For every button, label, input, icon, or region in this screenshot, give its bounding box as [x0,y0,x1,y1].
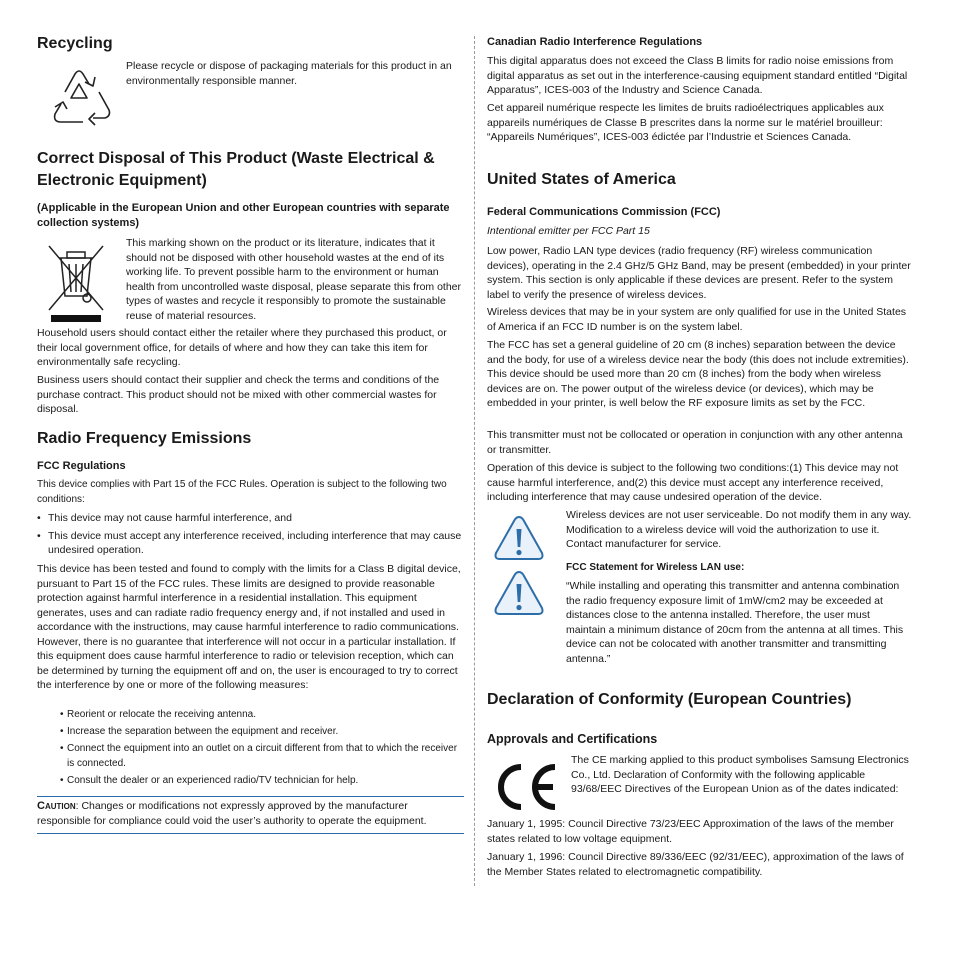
fcc-conditions-list [37,511,464,561]
fcc-intro-text: This device complies with Part 15 of the FCC Rules. Operation is subject to the following two conditions: [37,479,447,505]
caution-label: Caution [37,800,76,812]
recycling-text: Please recycle or dispose of packaging materials for this product in an environmentally responsible manner. [126,60,452,87]
ce-text: The CE marking applied to this product symbolises Samsung Electronics Co., Ltd. Declaration of Conformity with the following applicable 93/68/EEC Directives of the European Union as of the dates indicated: [571,754,909,795]
list-item: • This device must accept any interference received, including interference that may cause undesired operation. [37,529,464,558]
warning-icon [493,514,545,562]
list-item: • Consult the dealer or an experienced radio/TV technician for help. [37,774,464,789]
service-text: Wireless devices are not user serviceable. Do not modify them in any way. Modification to a wireless device will void the authorization to use it. Contact manufacturer for service. [566,509,912,550]
usa-paragraph-3: The FCC has set a general guideline of 20 cm (8 inches) separation between the device and the body, for use of a wireless device near the body (this does not include extremities). This device should be used more than 20 cm (8 inches) from the body when wireless devices are on. The power output of the wireless device (or devices), which may be embedded in your printer, is well below the RF exposure limits as set by the FCC. [487,339,909,409]
usa-paragraph-2: Wireless devices that may be in your system are only qualified for use in the United States of America if an FCC ID number is on the system label. [487,306,907,333]
fcc-statement-heading: FCC Statement for Wireless LAN use: [566,562,745,573]
canada-text-en: This digital apparatus does not exceed the Class B limits for radio noise emissions from digital apparatus as set out in the interference-causing equipment standard entitled “Digital Apparatus”, ICES-003 of the Industry and Science Canada. [487,55,908,96]
weee-heading: Correct Disposal of This Product (Waste Electrical & Electronic Equipment) [37,150,435,189]
weee-subheading: (Applicable in the European Union and other European countries with separate collection systems) [37,202,450,229]
warning-icon [493,569,545,617]
fcc-tested-text: This device has been tested and found to comply with the limits for a Class B digital device, pursuant to Part 15 of the FCC rules. These limits are designed to provide reasonable protection against harmful interference in a residential installation. This equipment generates, uses and can radiate radio frequency energy and, if not installed and used in accordance with the instructions, may cause harmful interference to radio communications. However, there is no guarantee that interference will not occur in a particular installation. If this equipment does cause harmful interference to radio or television reception, which can be determined by turning the equipment off and on, the user is encouraged to try to correct the interference by one or more of the following measures: [37,563,461,691]
column-divider [474,36,475,886]
intentional-emitter-text: Intentional emitter per FCC Part 15 [487,225,650,237]
doc-heading: Declaration of Conformity (European Countries) [487,691,852,708]
approvals-heading: Approvals and Certifications [487,732,658,746]
list-item: • Reorient or relocate the receiving antenna. [37,708,464,723]
caution-paragraph [37,799,464,828]
fcc-statement-text: “While installing and operating this transmitter and antenna combination the radio frequency exposure limit of 1mW/cm2 may be exceeded at distances close to the antenna installed. Therefore, the user must maintain a minimum distance of 20cm from the antenna at all times. This device can not be colocated with another transmitter and transmitting antenna.” [566,580,904,665]
canada-text-fr: Cet appareil numérique respecte les limites de bruits radioélectriques applicables aux appareils numériques de Classe B prescrites dans la norme sur le matériel brouilleur: “Appareils Numériques”, ICES-003 édictée par l’Industrie et Sciences Canada. [487,102,884,143]
list-item: • Increase the separation between the equipment and receiver. [37,725,464,740]
ce-mark-icon [489,760,563,814]
directive-1995-text: January 1, 1995: Council Directive 73/23/EEC Approximation of the laws of the member states related to low voltage equipment. [487,818,894,845]
radio-heading: Radio Frequency Emissions [37,430,252,447]
usa-heading: United States of America [487,171,676,188]
fcc-regulations-heading: FCC Regulations [37,460,126,472]
usa-paragraph-1: Low power, Radio LAN type devices (radio frequency (RF) wireless communication devices), operating in the 2.4 GHz/5 GHz Band, may be present (embedded) in your printer system. This section is only applicable if these devices are present. Refer to the system label to verify the presence of wireless devices. [487,245,911,301]
crossed-bin-icon [41,240,111,324]
recycling-heading: Recycling [37,35,113,52]
recycle-icon [43,62,115,136]
canada-heading: Canadian Radio Interference Regulations [487,36,703,48]
directive-1996-text: January 1, 1996: Council Directive 89/336/EEC (92/31/EEC), approximation of the laws of the Member States related to electromagnetic compatibility. [487,851,904,878]
weee-marking-text: This marking shown on the product or its literature, indicates that it should not be disposed with other household wastes at the end of its working life. To prevent possible harm to the environment or human health from uncontrolled waste disposal, please separate this from other types of wastes and recycle it responsibly to promote the sustainable reuse of material resources. [126,237,462,322]
usa-paragraph-5: Operation of this device is subject to the following two conditions:(1) This device may not cause harmful interference, and(2) this device must accept any interference received, including interference that may cause undesired operation of the device. [487,462,899,503]
caution-note [37,796,464,834]
weee-business-text: Business users should contact their supplier and check the terms and conditions of the purchase contract. This product should not be mixed with other commercial wastes for disposal. [37,374,440,415]
weee-household-text: Household users should contact either the retailer where they purchased this product, or their local government office, for details of where and how they can take this item for environmentally safe recycling. [37,327,447,368]
fcc-measures-list [37,708,464,791]
list-item: • This device may not cause harmful interference, and [37,511,464,526]
caution-text: : Changes or modifications not expressly approved by the manufacturer responsible for compliance could void the user’s authority to operate the equipment. [37,800,427,827]
list-item: • Connect the equipment into an outlet on a circuit different from that to which the receiver is connected. [37,742,464,771]
fcc-heading: Federal Communications Commission (FCC) [487,206,721,218]
usa-paragraph-4: This transmitter must not be collocated or operation in conjunction with any other antenna or transmitter. [487,429,903,456]
